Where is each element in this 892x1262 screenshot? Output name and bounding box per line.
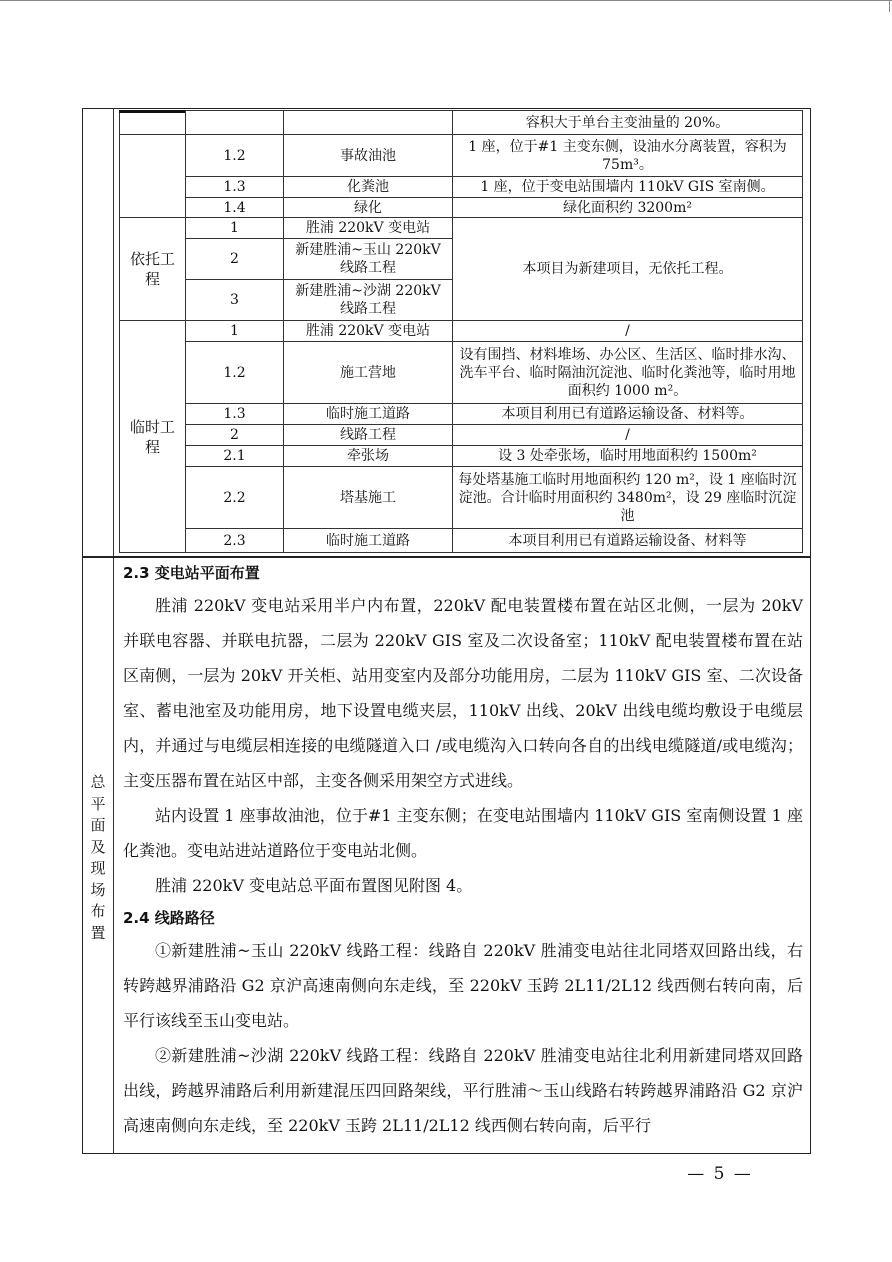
item-name: 新建胜浦~玉山 220kV 线路工程 [284, 239, 453, 280]
item-number: 1.3 [186, 177, 284, 198]
item-number: 2.1 [186, 446, 284, 467]
item-number: 2.3 [186, 529, 284, 553]
side-title-char: 及 [90, 837, 106, 856]
side-title-char: 场 [90, 880, 106, 899]
item-number: 1.2 [186, 342, 284, 404]
item-description: 设 3 处牵张场，临时用地面积约 1500m² [453, 446, 803, 467]
item-number: 1.4 [186, 198, 284, 218]
table-row [120, 111, 803, 135]
section-heading: 2.3 变电站平面布置 [123, 564, 260, 582]
table-row [120, 342, 803, 404]
item-number: 3 [186, 280, 284, 321]
item-description: 容积大于单台主变油量的 20%。 [453, 111, 803, 135]
page-number: — 5 — [687, 1164, 753, 1184]
item-description: / [453, 321, 803, 342]
side-title-char: 面 [90, 816, 106, 834]
item-name: 胜浦 220kV 变电站 [284, 218, 453, 239]
table-row [120, 218, 803, 239]
table-row [120, 529, 803, 553]
item-description: 本项目利用已有道路运输设备、材料等。 [453, 404, 803, 425]
item-description: / [453, 425, 803, 446]
paragraph: ②新建胜浦~沙湖 220kV 线路工程：线路自 220kV 胜浦变电站往北利用新建同塔双回路出线，跨越界浦路后利用新建混压四回路架线，平行胜浦～玉山线路右转跨越界浦路沿 G2 京沪高速南侧向东走线，至 220kV 玉跨 2L11/2L12 线西侧右转向南，后平行 [123, 1046, 803, 1135]
category-cell [120, 135, 186, 218]
item-number: 1 [186, 321, 284, 342]
page-top-rule [0, 0, 892, 1]
side-title-char: 置 [90, 923, 106, 942]
paragraph: 胜浦 220kV 变电站总平面布置图见附图 4。 [155, 876, 473, 895]
paragraph: 胜浦 220kV 变电站采用半户内布置，220kV 配电装置楼布置在站区北侧，一层为 20kV 并联电容器、并联电抗器，二层为 220kV GIS 室及二次设备室；110kV 配电装置楼布置在站区南侧，一层为 20kV 开关柜、站用变室内及部分功能用房，二层为 110kV GIS 室、二次设备室、蓄电池室及功能用房，地下设置电缆夹层，110kV 出线、20kV 出线电缆均敷设于电缆层内，并通过与电缆层相连接的电缆隧道入口 /或电缆沟入口转向各自的出线电缆隧道/或电缆沟；主变压器布置在站区中部，主变各侧采用架空方式进线。 [123, 596, 803, 790]
item-name: 临时施工道路 [284, 529, 453, 553]
table-row [120, 446, 803, 467]
item-description: 设有围挡、材料堆场、办公区、生活区、临时排水沟、洗车平台、临时隔油沉淀池、临时化粪池等，临时用地面积约 1000 m²。 [453, 342, 803, 404]
item-number [186, 111, 284, 135]
item-description: 本项目利用已有道路运输设备、材料等 [453, 529, 803, 553]
section-heading: 2.4 线路路径 [123, 909, 215, 927]
side-column-divider [113, 108, 114, 556]
category-cell: 依托工程 [120, 218, 186, 321]
item-number: 1 [186, 218, 284, 239]
table-top-bar [119, 110, 185, 113]
item-name: 临时施工道路 [284, 404, 453, 425]
item-name: 施工营地 [284, 342, 453, 404]
item-name: 线路工程 [284, 425, 453, 446]
table-row [120, 135, 803, 177]
project-composition-table [119, 110, 803, 553]
item-number: 1.2 [186, 135, 284, 177]
side-title-char: 布 [90, 902, 106, 920]
item-description: 1 座，位于#1 主变东侧，设油水分离装置，容积为 75m³。 [453, 135, 803, 177]
item-name: 化粪池 [284, 177, 453, 198]
side-title-char: 平 [90, 794, 106, 813]
table-row [120, 425, 803, 446]
item-name: 事故油池 [284, 135, 453, 177]
item-number: 2.2 [186, 467, 284, 529]
category-cell: 临时工程 [120, 321, 186, 553]
item-number: 1.3 [186, 404, 284, 425]
side-title [86, 772, 110, 944]
item-description: 绿化面积约 3200m² [453, 198, 803, 218]
item-name: 绿化 [284, 198, 453, 218]
item-description: 1 座，位于变电站围墙内 110kV GIS 室南侧。 [453, 177, 803, 198]
table-row [120, 198, 803, 218]
table-row [120, 177, 803, 198]
item-description: 每处塔基施工临时用地面积约 120 m²，设 1 座临时沉淀池。合计临时用面积约 3480m²，设 29 座临时沉淀池 [453, 467, 803, 529]
item-number: 2 [186, 239, 284, 280]
item-name: 新建胜浦~沙湖 220kV 线路工程 [284, 280, 453, 321]
page-corner-mark [889, 0, 890, 12]
item-name [284, 111, 453, 135]
side-title-char: 总 [90, 773, 106, 791]
table-row [120, 404, 803, 425]
paragraph: ①新建胜浦~玉山 220kV 线路工程：线路自 220kV 胜浦变电站往北同塔双回路出线，右转跨越界浦路沿 G2 京沪高速南侧向东走线，至 220kV 玉跨 2L11/2L12 线西侧右转向南，后平行该线至玉山变电站。 [123, 941, 803, 1030]
section-body [123, 558, 803, 1143]
category-cell [120, 111, 186, 135]
item-number: 2 [186, 425, 284, 446]
item-description: 本项目为新建项目，无依托工程。 [453, 218, 803, 321]
table-row [120, 321, 803, 342]
item-name: 胜浦 220kV 变电站 [284, 321, 453, 342]
table-row [120, 467, 803, 529]
item-name: 牵张场 [284, 446, 453, 467]
side-title-char: 现 [90, 859, 106, 877]
side-column-divider [113, 557, 114, 1154]
item-name: 塔基施工 [284, 467, 453, 529]
paragraph: 站内设置 1 座事故油池，位于#1 主变东侧；在变电站围墙内 110kV GIS 室南侧设置 1 座化粪池。变电站进站道路位于变电站北侧。 [123, 806, 803, 860]
